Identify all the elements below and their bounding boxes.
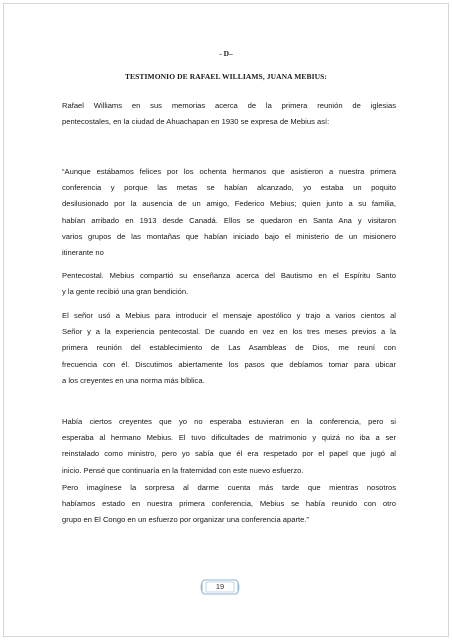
text-line: inicio. Pensé que continuaría en la fraternidad con este nuevo esfuerzo. [62,465,304,475]
text-line: Rafael Williams en sus memorias acerca de la primera reunión de iglesias [62,101,396,110]
quote-paragraph-5 [62,480,396,529]
text-line: habían arribado en 1913 desde Canadá. Ellos se quedaron en Santa Ana y visitaron [62,215,396,225]
text-line: habíamos estado en nuestra primera conferencia, Mebius se había reunido con otro [62,499,396,509]
text-line: esperaba al hermano Mebius. El tuvo dificultades de matrimonio y quizá no iba a ser [62,433,396,443]
page-number: 19 [215,582,225,591]
text-line: desilusionado por la ausencia de un amigo, Federico Mebius; quien junto a su familia, [62,199,396,209]
text-line: Señor y a la experiencia pentecostal. De cuando en vez en los tres meses previos a la [62,327,396,337]
text-line: frecuencia con él. Discutimos abiertamente los pasos que debíamos tomar para ubicar [62,359,396,369]
text-line: Pero imagínese la sorpresa al darme cuenta más tarde que mientras nosotros [62,483,396,492]
text-line: grupo en El Congo en un esfuerzo por organizar una conferencia aparte.” [62,515,309,525]
text-line: “Aunque estábamos felices por los ochenta hermanos que asistieron a nuestra primera [62,167,396,176]
text-line: El señor usó a Mebius para introducir el mensaje apostólico y trajo a varios cientos al [62,311,396,320]
text-line: conferencia y porque las metas se habían alcanzado, yo estaba un poquito [62,183,396,193]
text-line: Había ciertos creyentes que yo no esperaba estuvieran en la conferencia, pero si [62,417,396,426]
text-line: itinerante no [62,248,104,258]
text-line: reinstalado como ministro, pero yo sabía que él era respetado por el papel que jugó al [62,449,396,459]
text-line: Pentecostal. Mebius compartió su enseñanza acerca del Bautismo en el Espíritu Santo [62,271,396,280]
quote-paragraph-1 [62,164,396,261]
text-line: primera reunión del establecimiento de Las Asambleas de Dios, me reuní con [62,343,396,353]
text-line: pentecostales, en la ciudad de Ahuachapan en 1930 se expresa de Mebius así: [62,117,330,127]
document-title: TESTIMONIO DE RAFAEL WILLIAMS, JUANA MEBIUS: [124,72,328,81]
page-number-badge [200,578,240,596]
intro-paragraph [62,98,396,130]
text-line: a los creyentes en una norma más bíblica. [62,375,205,385]
quote-paragraph-4 [62,414,396,479]
section-letter: - D– [219,49,233,58]
text-line: y la gente recibió una gran bendición. [62,287,189,297]
text-line: varios grupos de las montañas que habían iniciado bajo el ministerio de un misionero [62,231,396,241]
quote-paragraph-3 [62,308,396,389]
quote-paragraph-2 [62,268,396,300]
